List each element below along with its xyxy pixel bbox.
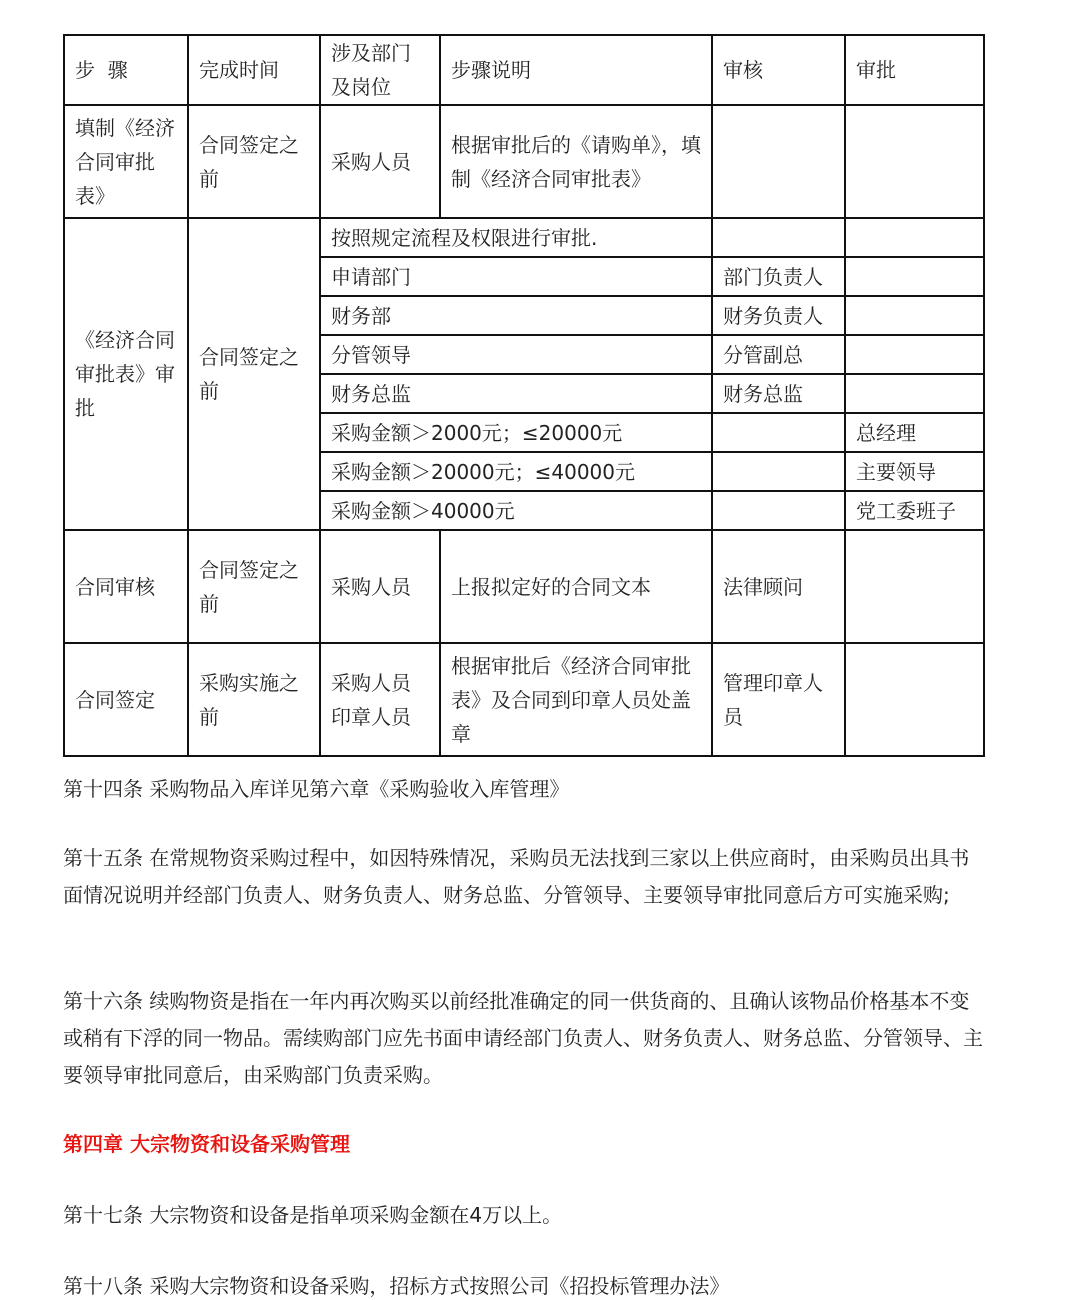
cell-time: 合同签定之前 (188, 218, 320, 530)
cell-review: 法律顾问 (712, 530, 845, 643)
cell-step: 填制《经济合同审批表》 (64, 105, 188, 218)
article-14: 第十四条 采购物品入库详见第六章《采购验收入库管理》 (63, 777, 570, 801)
cell-approve (845, 218, 984, 257)
header-time: 完成时间 (188, 35, 320, 105)
cell-approve (845, 296, 984, 335)
cell-approve: 主要领导 (845, 452, 984, 491)
article-15: 第十五条 在常规物资采购过程中，如因特殊情况，采购员无法找到三家以上供应商时，由采购员出具书面情况说明并经部门负责人、财务负责人、财务总监、分管领导、主要领导审批同意后方可实施采购; (63, 846, 970, 907)
cell-desc: 上报拟定好的合同文本 (440, 530, 712, 643)
cell-review: 财务负责人 (712, 296, 845, 335)
table-row (64, 218, 984, 257)
header-dept: 涉及部门 及岗位 (320, 35, 440, 105)
cell-time: 合同签定之前 (188, 530, 320, 643)
article-18-text: 第十八条 采购大宗物资和设备采购，招标方式按照公司《招投标管理办法》 (63, 1274, 730, 1298)
cell-review: 部门负责人 (712, 257, 845, 296)
cell-review: 管理印章人员 (712, 643, 845, 756)
cell-approve (845, 530, 984, 643)
cell-desc: 采购金额＞2000元；≤20000元 (320, 413, 712, 452)
cell-desc: 申请部门 (320, 257, 712, 296)
cell-approve (845, 374, 984, 413)
cell-desc: 财务部 (320, 296, 712, 335)
cell-approve (845, 643, 984, 756)
header-review: 审核 (712, 35, 845, 105)
table-header-row (64, 35, 984, 105)
cell-desc: 分管领导 (320, 335, 712, 374)
cell-dept: 采购人员 印章人员 (320, 643, 440, 756)
cell-approve: 党工委班子 (845, 491, 984, 530)
cell-review (712, 105, 845, 218)
cell-approve (845, 335, 984, 374)
cell-approve (845, 257, 984, 296)
header-approve: 审批 (845, 35, 984, 105)
cell-dept: 采购人员 (320, 105, 440, 218)
cell-review: 财务总监 (712, 374, 845, 413)
cell-desc: 采购金额＞40000元 (320, 491, 712, 530)
table-row (64, 105, 984, 218)
chapter-heading: 第四章 大宗物资和设备采购管理 (63, 1132, 350, 1156)
cell-review (712, 491, 845, 530)
cell-review (712, 452, 845, 491)
cell-step: 《经济合同审批表》审批 (64, 218, 188, 530)
cell-time: 合同签定之前 (188, 105, 320, 218)
cell-step: 合同审核 (64, 530, 188, 643)
approval-process-table-wrap (63, 34, 985, 757)
cell-review (712, 218, 845, 257)
cell-approve (845, 105, 984, 218)
cell-dept: 采购人员 (320, 530, 440, 643)
article-18-cut (63, 1270, 963, 1298)
cell-step: 合同签定 (64, 643, 188, 756)
cell-review: 分管副总 (712, 335, 845, 374)
cell-desc: 根据审批后《经济合同审批表》及合同到印章人员处盖章 (440, 643, 712, 756)
cell-desc: 财务总监 (320, 374, 712, 413)
cell-desc: 采购金额＞20000元；≤40000元 (320, 452, 712, 491)
article-16: 第十六条 续购物资是指在一年内再次购买以前经批准确定的同一供货商的、且确认该物品价格基本不变或稍有下浮的同一物品。需续购部门应先书面申请经部门负责人、财务负责人、财务总监、分管领导、主要领导审批同意后，由采购部门负责采购。 (63, 989, 983, 1087)
header-desc: 步骤说明 (440, 35, 712, 105)
approval-process-table (63, 34, 985, 757)
cell-approve: 总经理 (845, 413, 984, 452)
table-row (64, 643, 984, 756)
cell-desc: 按照规定流程及权限进行审批. (320, 218, 712, 257)
cell-desc: 根据审批后的《请购单》，填制《经济合同审批表》 (440, 105, 712, 218)
table-row (64, 530, 984, 643)
cell-review (712, 413, 845, 452)
cell-time: 采购实施之前 (188, 643, 320, 756)
header-step: 步 骤 (64, 35, 188, 105)
article-17: 第十七条 大宗物资和设备是指单项采购金额在4万以上。 (63, 1203, 563, 1227)
